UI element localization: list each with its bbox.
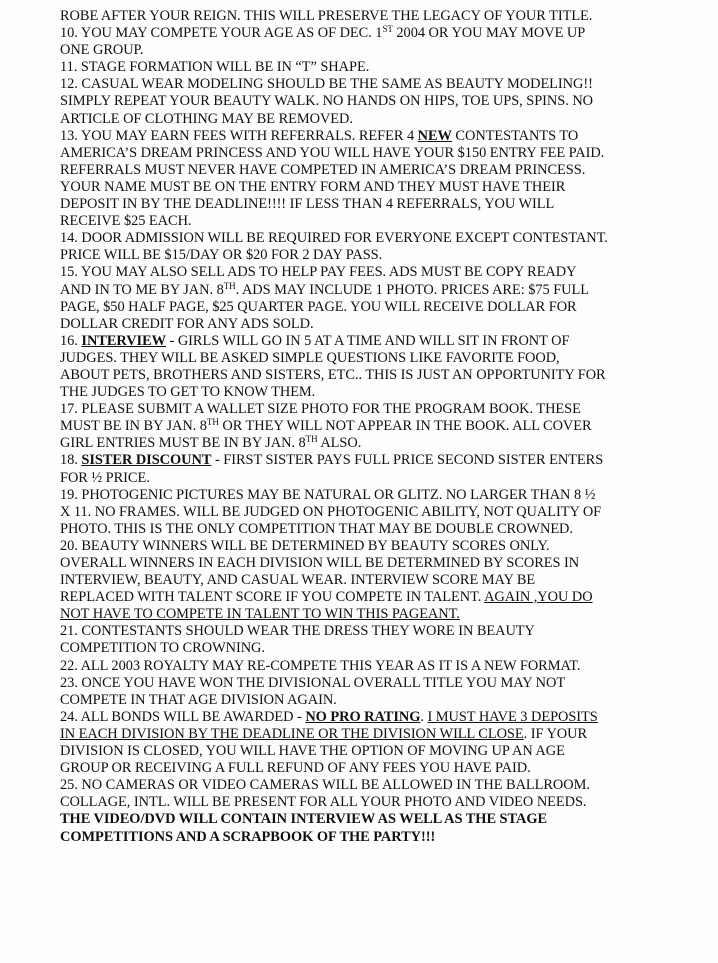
text-run: 19. PHOTOGENIC PICTURES MAY BE NATURAL OR GLITZ. NO LARGER THAN 8 ½ xyxy=(60,486,596,503)
text-line xyxy=(60,555,710,572)
text-run: YOUR NAME MUST BE ON THE ENTRY FORM AND THEY MUST HAVE THEIR xyxy=(60,178,566,195)
text-line xyxy=(60,93,710,110)
text-run: 20. BEAUTY WINNERS WILL BE DETERMINED BY BEAUTY SCORES ONLY. xyxy=(60,537,550,554)
text-line xyxy=(60,743,710,760)
text-run: COLLAGE, INTL. WILL BE PRESENT FOR ALL YOUR PHOTO AND VIDEO NEEDS. xyxy=(60,794,587,811)
text-run: NO PRO RATING xyxy=(305,708,421,725)
text-line xyxy=(60,162,710,179)
text-line xyxy=(60,794,710,811)
text-run: 17. PLEASE SUBMIT A WALLET SIZE PHOTO FOR THE PROGRAM BOOK. THESE xyxy=(60,401,581,418)
text-run: PRICE WILL BE $15/DAY OR $20 FOR 2 DAY PASS. xyxy=(60,247,383,264)
text-line xyxy=(60,589,710,606)
text-line xyxy=(60,572,710,589)
text-line xyxy=(60,59,710,76)
text-line xyxy=(60,25,710,42)
text-line xyxy=(60,521,710,538)
text-run: DEPOSIT IN BY THE DEADLINE!!!! IF LESS THAN 4 REFERRALS, YOU WILL xyxy=(60,196,555,213)
text-run: 15. YOU MAY ALSO SELL ADS TO HELP PAY FEES. ADS MUST BE COPY READY xyxy=(60,264,577,281)
text-line xyxy=(60,487,710,504)
text-line xyxy=(60,726,710,743)
text-run: 10. YOU MAY COMPETE YOUR AGE AS OF DEC. 1 xyxy=(60,25,383,42)
text-run: THE JUDGES TO GET TO KNOW THEM. xyxy=(60,384,316,401)
text-run: OR THEY WILL NOT APPEAR IN THE BOOK. ALL COVER xyxy=(218,418,592,435)
text-run: 23. ONCE YOU HAVE WON THE DIVISIONAL OVERALL TITLE YOU MAY NOT xyxy=(60,674,566,691)
text-run: JUDGES. THEY WILL BE ASKED SIMPLE QUESTIONS LIKE FAVORITE FOOD, xyxy=(60,349,560,366)
text-run: MUST BE IN BY JAN. 8 xyxy=(60,418,207,435)
text-run: 22. ALL 2003 ROYALTY MAY RE-COMPETE THIS YEAR AS IT IS A NEW FORMAT. xyxy=(60,657,581,674)
text-line xyxy=(60,623,710,640)
text-line xyxy=(60,111,710,128)
text-line xyxy=(60,504,710,521)
text-run: 18. xyxy=(60,452,82,469)
text-line xyxy=(60,777,710,794)
text-line xyxy=(60,213,710,230)
text-run: DOLLAR CREDIT FOR ANY ADS SOLD. xyxy=(60,315,314,332)
text-run: INTERVIEW xyxy=(81,332,166,349)
text-run: 16. xyxy=(60,332,82,349)
text-line xyxy=(60,538,710,555)
text-run: . xyxy=(420,708,428,725)
text-run: ARTICLE OF CLOTHING MAY BE REMOVED. xyxy=(60,110,353,127)
text-run: DIVISION IS CLOSED, YOU WILL HAVE THE OPTION OF MOVING UP AN AGE xyxy=(60,743,565,760)
text-run: ONE GROUP. xyxy=(60,42,144,59)
text-line xyxy=(60,418,710,435)
text-run: AMERICA’S DREAM PRINCESS AND YOU WILL HAVE YOUR $150 ENTRY FEE PAID. xyxy=(60,144,605,161)
text-run: 21. CONTESTANTS SHOULD WEAR THE DRESS THEY WORE IN BEAUTY xyxy=(60,623,535,640)
text-run: REPLACED WITH TALENT SCORE IF YOU COMPETE IN TALENT. xyxy=(60,589,485,606)
text-line xyxy=(60,8,710,25)
text-run: PAGE, $50 HALF PAGE, $25 QUARTER PAGE. YOU WILL RECEIVE DOLLAR FOR xyxy=(60,298,577,315)
text-run: GROUP OR RECEIVING A FULL REFUND OF ANY FEES YOU HAVE PAID. xyxy=(60,760,531,777)
text-line xyxy=(60,692,710,709)
text-line xyxy=(60,42,710,59)
text-line xyxy=(60,829,710,846)
text-run: OVERALL WINNERS IN EACH DIVISION WILL BE DETERMINED BY SCORES IN xyxy=(60,555,580,571)
text-run: TH xyxy=(223,280,236,291)
text-line xyxy=(60,709,710,726)
text-line xyxy=(60,230,710,247)
text-line xyxy=(60,452,710,469)
text-run: COMPETE IN THAT AGE DIVISION AGAIN. xyxy=(60,691,337,708)
text-line xyxy=(60,367,710,384)
text-line xyxy=(60,128,710,145)
text-run: I MUST HAVE 3 DEPOSITS xyxy=(427,708,598,725)
text-run: ST xyxy=(382,24,393,35)
text-run: 14. DOOR ADMISSION WILL BE REQUIRED FOR EVERYONE EXCEPT CONTESTANT. xyxy=(60,230,608,247)
text-run: INTERVIEW, BEAUTY, AND CASUAL WEAR. INTERVIEW SCORE MAY BE xyxy=(60,572,536,589)
text-line xyxy=(60,760,710,777)
text-run: - GIRLS WILL GO IN 5 AT A TIME AND WILL SIT IN FRONT OF xyxy=(166,332,570,349)
text-line xyxy=(60,76,710,93)
text-run: 11. STAGE FORMATION WILL BE IN “T” SHAPE. xyxy=(60,59,370,76)
text-line xyxy=(60,384,710,401)
text-run: AGAIN ,YOU DO xyxy=(484,589,593,606)
text-line xyxy=(60,350,710,367)
text-run: FOR ½ PRICE. xyxy=(60,469,150,486)
text-line xyxy=(60,811,710,828)
text-line xyxy=(60,606,710,623)
text-run: . ADS MAY INCLUDE 1 PHOTO. PRICES ARE: $75 FULL xyxy=(235,281,589,298)
text-line xyxy=(60,658,710,675)
text-run: AND IN TO ME BY JAN. 8 xyxy=(60,281,224,298)
text-line xyxy=(60,196,710,213)
text-run: CONTESTANTS TO xyxy=(451,127,579,144)
text-run: ABOUT PETS, BROTHERS AND SISTERS, ETC.. THIS IS JUST AN OPPORTUNITY FOR xyxy=(60,366,606,383)
text-line xyxy=(60,401,710,418)
text-line xyxy=(60,247,710,264)
text-run: TH xyxy=(206,417,219,428)
text-run: 24. ALL BONDS WILL BE AWARDED - xyxy=(60,708,306,725)
text-run: THE VIDEO/DVD WILL CONTAIN INTERVIEW AS WELL AS THE STAGE xyxy=(60,811,548,828)
text-run: COMPETITION TO CROWNING. xyxy=(60,640,265,657)
text-run: TH xyxy=(305,434,318,445)
text-line xyxy=(60,333,710,350)
text-run: 12. CASUAL WEAR MODELING SHOULD BE THE SAME AS BEAUTY MODELING!! xyxy=(60,76,593,93)
text-run: 25. NO CAMERAS OR VIDEO CAMERAS WILL BE ALLOWED IN THE BALLROOM. xyxy=(60,777,590,794)
text-run: - FIRST SISTER PAYS FULL PRICE SECOND SISTER ENTERS xyxy=(211,452,604,469)
text-line xyxy=(60,282,710,299)
text-run: 13. YOU MAY EARN FEES WITH REFERRALS. REFER 4 xyxy=(60,127,418,144)
text-run: PHOTO. THIS IS THE ONLY COMPETITION THAT MAY BE DOUBLE CROWNED. xyxy=(60,520,573,537)
text-line xyxy=(60,435,710,452)
text-line xyxy=(60,470,710,487)
text-run: ALSO. xyxy=(317,435,362,452)
text-run: IN EACH DIVISION BY THE DEADLINE OR THE DIVISION WILL CLOSE xyxy=(60,725,524,742)
text-run: COMPETITIONS AND A SCRAPBOOK OF THE PARTY!!! xyxy=(60,828,436,845)
text-run: RECEIVE $25 EACH. xyxy=(60,213,192,230)
text-run: SISTER DISCOUNT xyxy=(81,452,212,469)
text-run: REFERRALS MUST NEVER HAVE COMPETED IN AMERICA’S DREAM PRINCESS. xyxy=(60,161,586,178)
text-line xyxy=(60,264,710,281)
text-run: 2004 OR YOU MAY MOVE UP xyxy=(392,25,586,42)
text-run: . IF YOUR xyxy=(523,725,588,742)
text-run: NEW xyxy=(417,127,452,144)
text-line xyxy=(60,145,710,162)
text-run: GIRL ENTRIES MUST BE IN BY JAN. 8 xyxy=(60,435,306,452)
text-line xyxy=(60,179,710,196)
text-line xyxy=(60,675,710,692)
text-run: SIMPLY REPEAT YOUR BEAUTY WALK. NO HANDS ON HIPS, TOE UPS, SPINS. NO xyxy=(60,93,594,110)
rules-text xyxy=(60,8,710,846)
text-run: X 11. NO FRAMES. WILL BE JUDGED ON PHOTOGENIC ABILITY, NOT QUALITY OF xyxy=(60,503,602,520)
text-line xyxy=(60,316,710,333)
text-line xyxy=(60,640,710,657)
text-run: NOT HAVE TO COMPETE IN TALENT TO WIN THIS PAGEANT. xyxy=(60,606,460,623)
text-run: ROBE AFTER YOUR REIGN. THIS WILL PRESERVE THE LEGACY OF YOUR TITLE. xyxy=(60,8,593,24)
text-line xyxy=(60,299,710,316)
